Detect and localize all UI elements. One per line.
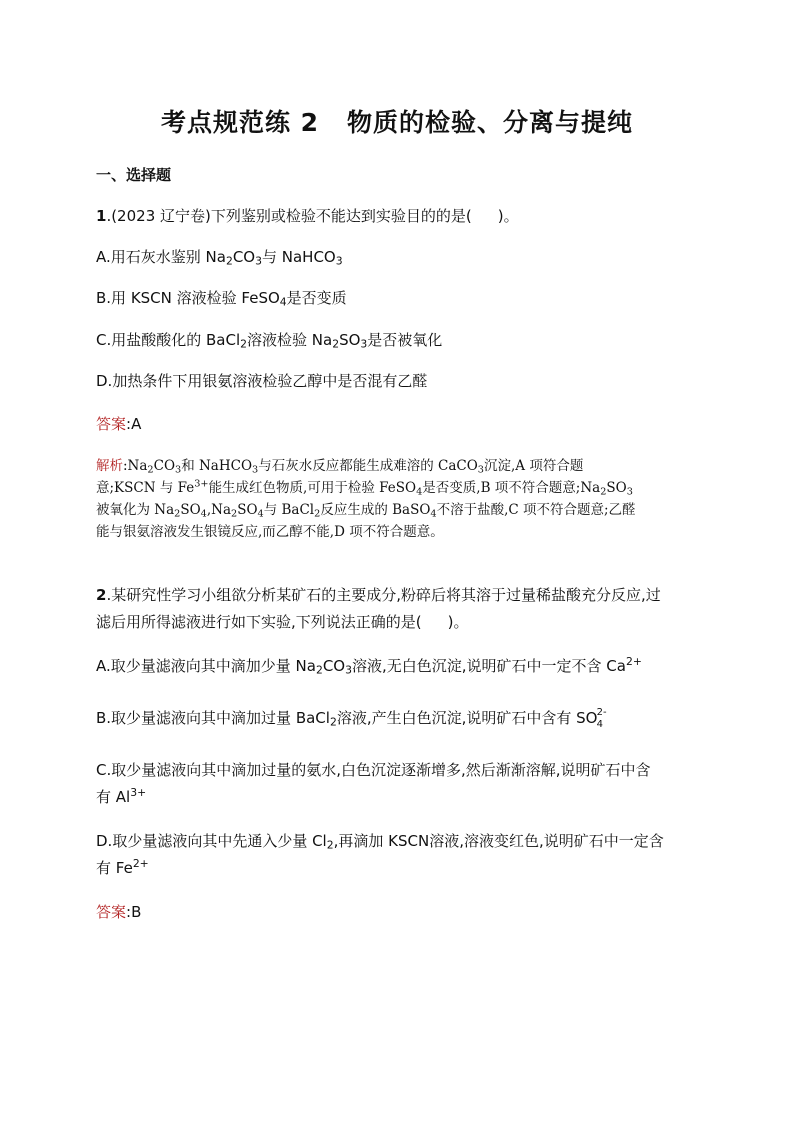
explanation-label: 解析: [96, 458, 123, 474]
stem-text-end: )。: [497, 207, 519, 225]
question-1-option-c: C.用盐酸酸化的 BaCl$_2$溶液检验 $Na_2SO_3$是否被氧化: [96, 331, 443, 351]
question-2-stem-line-1: [96, 585, 661, 605]
question-2-option-a: A.取少量滤液向其中滴加少量 $Na_2CO_3$溶液,无白色沉淀,说明矿石中一定不含 $Ca^{2+}$: [96, 655, 642, 677]
title-main: 物质的检验、分离与提纯: [347, 108, 634, 137]
question-1-stem: [96, 206, 519, 226]
question-2-stem-line-2: 滤后用所得滤液进行如下实验,下列说法正确的是( )。: [96, 613, 469, 631]
answer-value: :B: [126, 903, 142, 921]
page-title: [0, 103, 794, 139]
title-prefix: 考点规范练 2: [160, 108, 320, 137]
question-2-option-d-line-1: D.取少量滤液向其中先通入少量 $Cl_2$,再滴加 KSCN溶液,溶液变红色,说明矿石中一定含: [96, 832, 664, 852]
question-number: 1: [96, 207, 107, 225]
question-1-explanation: [96, 455, 698, 543]
explanation-line: 能与银氨溶液发生银镜反应,而乙醇不能,D 项不符合题意。: [96, 524, 444, 540]
question-2-answer: [96, 902, 141, 922]
question-1-option-d: D.加热条件下用银氨溶液检验乙醇中是否混有乙醛: [96, 372, 428, 390]
explanation-line: 被氧化为 $Na_2SO_4,Na_2SO_4$与 BaCl$_2$反应生成的 BaSO$_4$不溶于盐酸,C 项不符合题意;乙醛: [96, 502, 636, 520]
sulfate-ion: O 2- 4: [585, 707, 607, 730]
question-2-option-d-line-2: 有 $Fe^{2+}$: [96, 857, 149, 877]
question-1-answer: [96, 414, 141, 434]
answer-label: 答案: [96, 415, 127, 433]
explanation-line: 意;KSCN 与 $Fe^{3+}$能生成红色物质,可用于检验 FeSO$_4$是否变质,B 项不符合题意$;Na_2SO_3$: [96, 478, 633, 498]
question-2-option-b: B.取少量滤液向其中滴加过量 BaCl$_2$溶液,产生白色沉淀,说明矿石中含有 S O 2- 4: [96, 706, 610, 728]
question-2-option-c-line-1: C.取少量滤液向其中滴加过量的氨水,白色沉淀逐渐增多,然后渐渐溶解,说明矿石中含: [96, 761, 651, 779]
question-2-option-c-line-2: 有 $Al^{3+}$: [96, 786, 147, 806]
question-1-option-a: A.用石灰水鉴别 $Na_2CO_3$与 NaHCO$_3$: [96, 248, 343, 268]
answer-value: :A: [126, 415, 142, 433]
stem-text: .(2023 辽宁卷)下列鉴别或检验不能达到实验目的的是(: [106, 207, 472, 225]
stem-text: .某研究性学习小组欲分析某矿石的主要成分,粉碎后将其溶于过量稀盐酸充分反应,过: [106, 586, 661, 604]
answer-label: 答案: [96, 903, 127, 921]
question-1-option-b: B.用 KSCN 溶液检验 FeSO$_4$是否变质: [96, 289, 347, 309]
explanation-line: 解析$:Na_2CO_3$和 NaHCO$_3$与石灰水反应都能生成难溶的 CaCO$_3$沉淀,A 项符合题: [96, 458, 584, 476]
section-heading: 一、选择题: [96, 166, 172, 184]
question-number: 2: [96, 586, 107, 604]
